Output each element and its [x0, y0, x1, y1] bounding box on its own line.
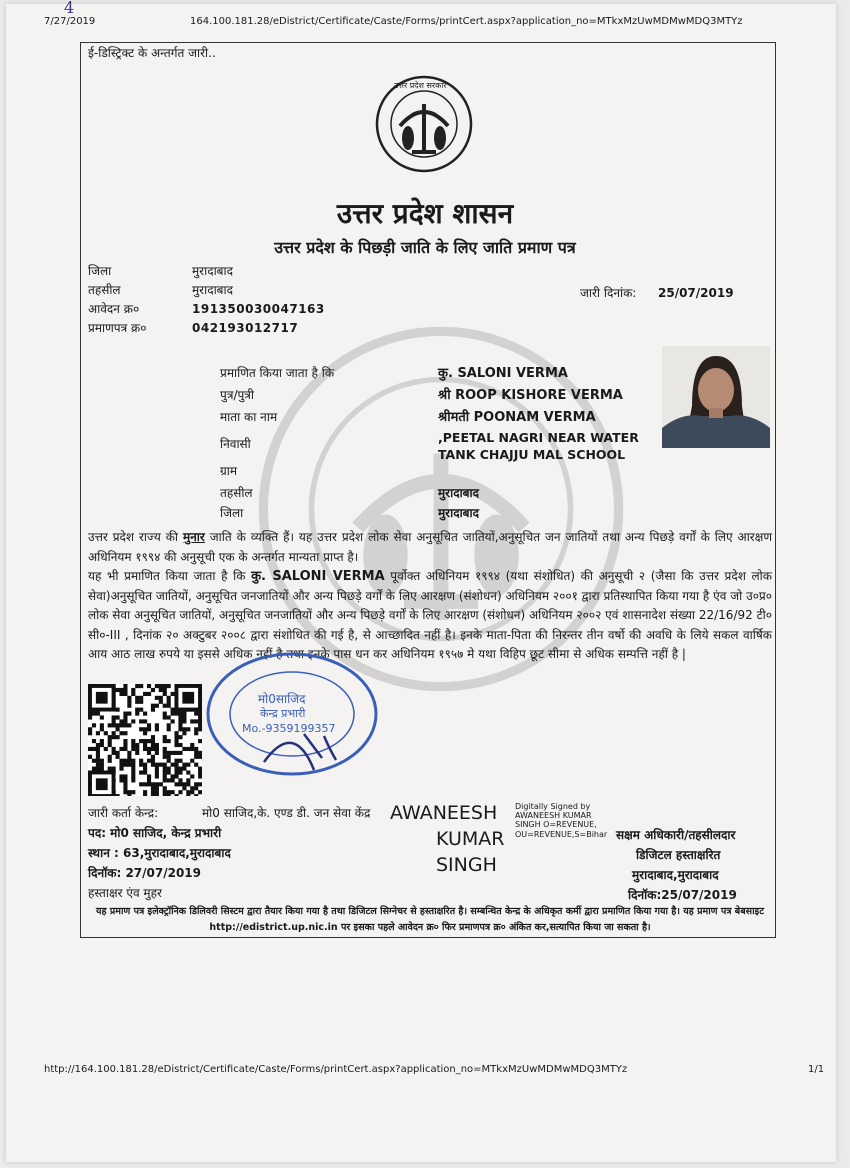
address-line-1: ,PEETAL NAGRI NEAR WATER: [438, 430, 639, 445]
issuer-center-value: मो0 साजिद,के. एण्ड डी. जन सेवा केंद्र: [202, 806, 371, 820]
issuer-place: स्थान : 63,मुरादाबाद,मुरादाबाद: [88, 846, 231, 860]
issuer-center-label: जारी कर्ता केन्द्र:: [88, 806, 159, 820]
village-label: ग्राम: [220, 464, 238, 478]
certificate-number: 042193012717: [192, 321, 299, 335]
issue-date-value: 25/07/2019: [658, 286, 734, 300]
caste-name: मुनार: [182, 530, 205, 544]
digital-sign-detail-4: OU=REVENUE,S=Bihar: [515, 830, 608, 839]
digital-sign-detail-2: AWANEESH KUMAR: [515, 811, 592, 820]
paragraph-2-start: यह भी प्रमाणित किया जाता है कि: [88, 569, 252, 583]
district-value: मुरादाबाद: [192, 264, 234, 278]
applicant-name: कु. SALONI VERMA: [438, 366, 568, 381]
paragraph-1-start: उत्तर प्रदेश राज्य की: [88, 530, 183, 544]
paper-sheet: [6, 0, 836, 1162]
stamp-line-2: केन्द्र प्रभारी: [260, 707, 306, 720]
resident-label: निवासी: [220, 437, 251, 451]
tehsil-value: मुरादाबाद: [192, 283, 234, 297]
issuer-sign-label: हस्ताक्षर एंव मुहर: [88, 886, 162, 900]
issued-under-text: ई-डिस्ट्रिक्ट के अन्तर्गत जारी..: [88, 46, 216, 60]
page-title: उत्तर प्रदेश शासन: [336, 197, 514, 230]
income-paragraph: [88, 567, 772, 665]
digital-sign-name-2: KUMAR: [436, 828, 505, 850]
digital-sign-name-3: SINGH: [436, 854, 497, 876]
certificate-label: प्रमाणपत्र क्र०: [88, 321, 147, 335]
caste-paragraph: [88, 528, 772, 567]
digital-sign-name-1: AWANEESH: [390, 802, 498, 824]
print-url-top: 164.100.181.28/eDistrict/Certificate/Caste/Forms/printCert.aspx?application_no=MTkxMzUwMDMwMDQ3MTYz: [190, 16, 743, 27]
digital-sign-detail-1: Digitally Signed by: [515, 802, 591, 811]
person-district-label: जिला: [220, 506, 244, 520]
issuer-post: पद: मो0 साजिद, केन्द्र प्रभारी: [88, 826, 222, 840]
mother-label: माता का नाम: [220, 410, 278, 424]
qr-code: [88, 684, 202, 796]
print-date: 7/27/2019: [44, 16, 96, 27]
paragraph-2-name: कु. SALONI VERMA: [251, 569, 385, 584]
issue-date-label: जारी दिनांक:: [580, 286, 637, 300]
stamp-line-1: मो0साजिद: [258, 692, 306, 706]
parent-label: पुत्र/पुत्री: [220, 388, 255, 402]
issuer-date: दिनॉक: 27/07/2019: [88, 866, 202, 880]
footer-note: यह प्रमाण पत्र इलेक्ट्रॉनिक डिलिवरी सिस्टम द्वारा तैयार किया गया है तथा डिजिटल सिग्नेचर से हस्ताक्षरित है। सम्बन्धित केन्द्र के अधिकृत कर्मी द्वारा प्रमाणित किया गया है। यह प्रमाण पत्र बेबसाइट http://edistrict.up.nic.in पर इसका पहले आवेदन क्र० फिर प्रमाणपत्र क्र० अंकित कर,सत्यापित किया जा सकता है।: [96, 906, 764, 933]
application-label: आवेदन क्र०: [88, 302, 140, 316]
authority-title: सक्षम अधिकारी/तहसीलदार: [616, 828, 736, 842]
tehsil-label: तहसील: [88, 283, 121, 297]
handwritten-mark: 4: [64, 0, 75, 17]
person-tehsil-label: तहसील: [220, 486, 253, 500]
paragraph-2-end: पूर्वोक्त अधिनियम १९९४ (यथा संशोधित) की अनुसूची २ (जैसा कि उत्तर प्रदेश लोक सेवा)अनुसूचित जातियों, अनुसूचित जनजातियों और अन्य पिछड़े वर्गों के लिए आरक्षण (संशोधन) अधिनियम २००१ द्वारा प्रतिस्थापित किया गया है एंव जो उ०प्र० लोक सेवा अनुसूचित जातियों, अनुसूचित जनजातियों और अन्य पिछड़े वर्गों के लिए आरक्षण (संशोधन) अधिनियम २००२ एवं शासनादेश संख्या 22/16/92 टी० सी०-III , दिनांक २० अक्टुबर २००८ द्वारा संशोधित की गई है, से आच्छादित नहीं है। इनके माता-पिता की निरन्तर तीन वर्षो की अवधि के लिये सकल वार्षिक आय आठ लाख रुपये या इससे अधिक नहीं है तथा इनके पास धन कर अधिनियम १९५७ मे यथा विहिप छूट सीमा से अधिक सम्पत्ति नहीं है |: [88, 569, 772, 661]
person-tehsil-value: मुरादाबाद: [438, 486, 480, 500]
digital-sign-detail-3: SINGH O=REVENUE,: [515, 820, 597, 829]
address-line-2: TANK CHAJJU MAL SCHOOL: [438, 447, 626, 462]
authority-date: दिनॉक:25/07/2019: [628, 888, 737, 902]
page-count: 1/1: [808, 1064, 825, 1075]
application-number: 191350030047163: [192, 302, 325, 316]
print-url-bottom: http://164.100.181.28/eDistrict/Certificate/Caste/Forms/printCert.aspx?application_no=MTkxMzUwMDMwMDQ3MTYz: [44, 1064, 628, 1075]
certified-label: प्रमाणित किया जाता है कि: [220, 366, 335, 380]
district-label: जिला: [88, 264, 112, 278]
person-district-value: मुरादाबाद: [438, 506, 480, 520]
page-subtitle: उत्तर प्रदेश के पिछड़ी जाति के लिए जाति प्रमाण पत्र: [274, 238, 576, 257]
emblem-text: उत्तर प्रदेश सरकार: [394, 81, 447, 90]
paragraph-1-end: जाति के व्यक्ति हैं। यह उत्तर प्रदेश लोक सेवा अनुसूचित जातियों,अनुसूचित जन जातियों तथा अन्य पिछड़े वर्गों के लिए आरक्षण अधिनियम १९९४ की अनुसूची एक के अन्तर्गत मान्यता प्राप्त है।: [88, 530, 772, 564]
authority-place: मुरादाबाद,मुरादाबाद: [632, 868, 719, 882]
father-name: श्री ROOP KISHORE VERMA: [438, 388, 623, 403]
applicant-photo: [662, 346, 770, 448]
authority-sign: डिजिटल हस्ताक्षरित: [636, 848, 721, 862]
mother-name: श्रीमती POONAM VERMA: [438, 410, 596, 425]
stamp-line-3: Mo.-9359199357: [242, 722, 336, 735]
